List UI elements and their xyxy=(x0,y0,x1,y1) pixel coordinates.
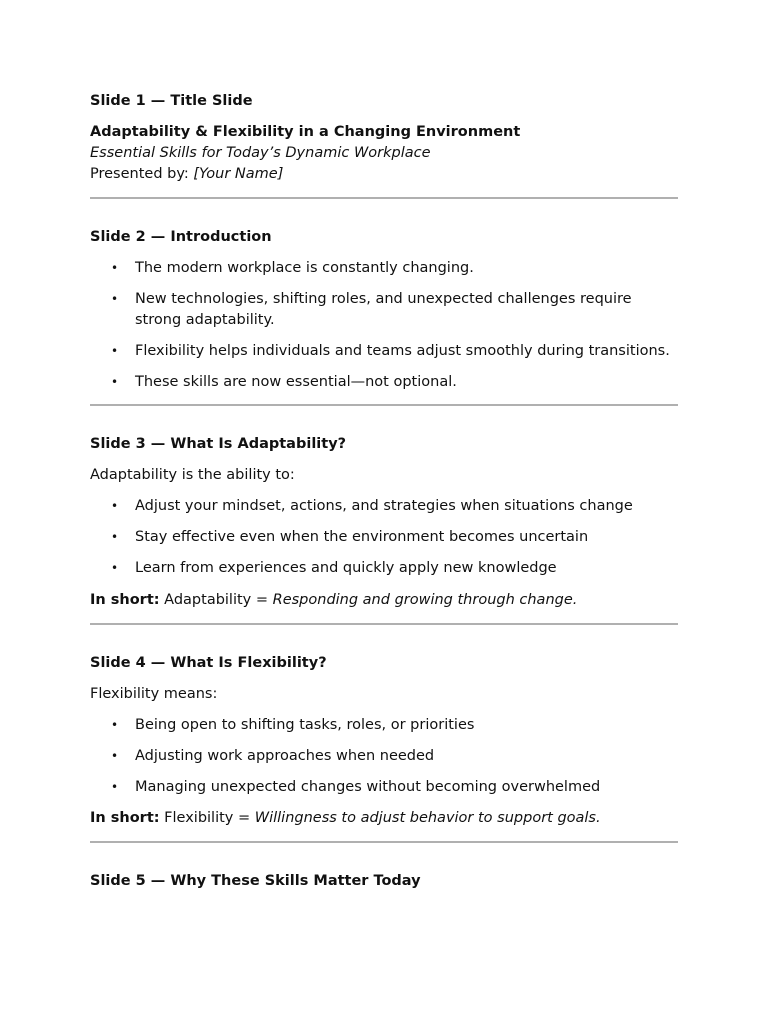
slide-4-section xyxy=(90,653,678,830)
presenter-line xyxy=(90,164,678,185)
bullet-icon: • xyxy=(111,292,119,306)
list-item xyxy=(111,496,678,517)
list-item xyxy=(111,746,678,767)
divider xyxy=(90,623,678,625)
bullet-icon: • xyxy=(111,717,119,732)
divider xyxy=(90,404,678,406)
slide-3-bullet-list xyxy=(90,496,678,579)
presentation-title: Adaptability & Flexibility in a Changing Environment xyxy=(90,124,521,140)
slide-1-section xyxy=(90,91,678,185)
slide-4-intro: Flexibility means: xyxy=(90,685,218,702)
bullet-icon: • xyxy=(111,261,119,275)
slide-4-heading: Slide 4 — What Is Flexibility? xyxy=(90,654,327,671)
list-item xyxy=(111,258,678,279)
bullet-icon: • xyxy=(111,343,119,358)
list-item-text: These skills are now essential—not optional. xyxy=(135,373,457,390)
summary-definition: Willingness to adjust behavior to support goals. xyxy=(254,810,601,826)
summary-term: Adaptability = xyxy=(159,591,273,608)
bullet-icon: • xyxy=(111,561,119,575)
slide-3-section xyxy=(90,434,678,611)
bullet-icon: • xyxy=(111,374,119,389)
list-item-text: Being open to shifting tasks, roles, or priorities xyxy=(135,716,475,733)
slide-3-intro: Adaptability is the ability to: xyxy=(90,467,295,483)
list-item xyxy=(111,527,678,548)
presented-by-label: Presented by: xyxy=(90,166,194,182)
divider xyxy=(90,841,678,843)
slide-5-heading: Slide 5 — Why These Skills Matter Today xyxy=(90,873,421,889)
slide-2-bullet-list xyxy=(90,258,678,392)
list-item-text: New technologies, shifting roles, and unexpected challenges require strong adaptability. xyxy=(135,291,632,328)
slide-3-heading: Slide 3 — What Is Adaptability? xyxy=(90,436,347,452)
list-item-text: Learn from experiences and quickly apply new knowledge xyxy=(135,560,557,576)
list-item xyxy=(111,341,678,362)
slide-2-section xyxy=(90,227,678,392)
slide-4-summary xyxy=(90,808,678,829)
slide-1-heading: Slide 1 — Title Slide xyxy=(90,93,253,109)
bullet-icon: • xyxy=(111,530,119,544)
bullet-icon: • xyxy=(111,748,119,763)
divider xyxy=(90,197,678,199)
list-item-text: Adjusting work approaches when needed xyxy=(135,747,435,764)
slide-2-heading: Slide 2 — Introduction xyxy=(90,229,272,245)
document-content xyxy=(90,91,678,902)
summary-term: Flexibility = xyxy=(159,810,255,826)
list-item xyxy=(111,777,678,798)
in-short-label: In short: xyxy=(90,591,160,608)
presentation-subtitle: Essential Skills for Today’s Dynamic Workplace xyxy=(90,145,431,161)
list-item-text: Flexibility helps individuals and teams adjust smoothly during transitions. xyxy=(135,342,670,359)
list-item-text: The modern workplace is constantly changing. xyxy=(135,260,474,276)
list-item-text: Stay effective even when the environment becomes uncertain xyxy=(135,529,589,545)
in-short-label: In short: xyxy=(90,810,160,826)
list-item xyxy=(111,558,678,579)
list-item-text: Adjust your mindset, actions, and strategies when situations change xyxy=(135,498,633,514)
list-item xyxy=(111,289,678,330)
list-item xyxy=(111,715,678,736)
slide-4-bullet-list xyxy=(90,715,678,798)
list-item-text: Managing unexpected changes without becoming overwhelmed xyxy=(135,778,601,795)
list-item xyxy=(111,372,678,393)
summary-definition: Responding and growing through change. xyxy=(272,591,578,608)
slide-5-section xyxy=(90,871,678,891)
slide-3-summary xyxy=(90,590,678,611)
bullet-icon: • xyxy=(111,499,119,513)
presenter-name: [Your Name] xyxy=(193,166,284,182)
bullet-icon: • xyxy=(111,779,119,794)
